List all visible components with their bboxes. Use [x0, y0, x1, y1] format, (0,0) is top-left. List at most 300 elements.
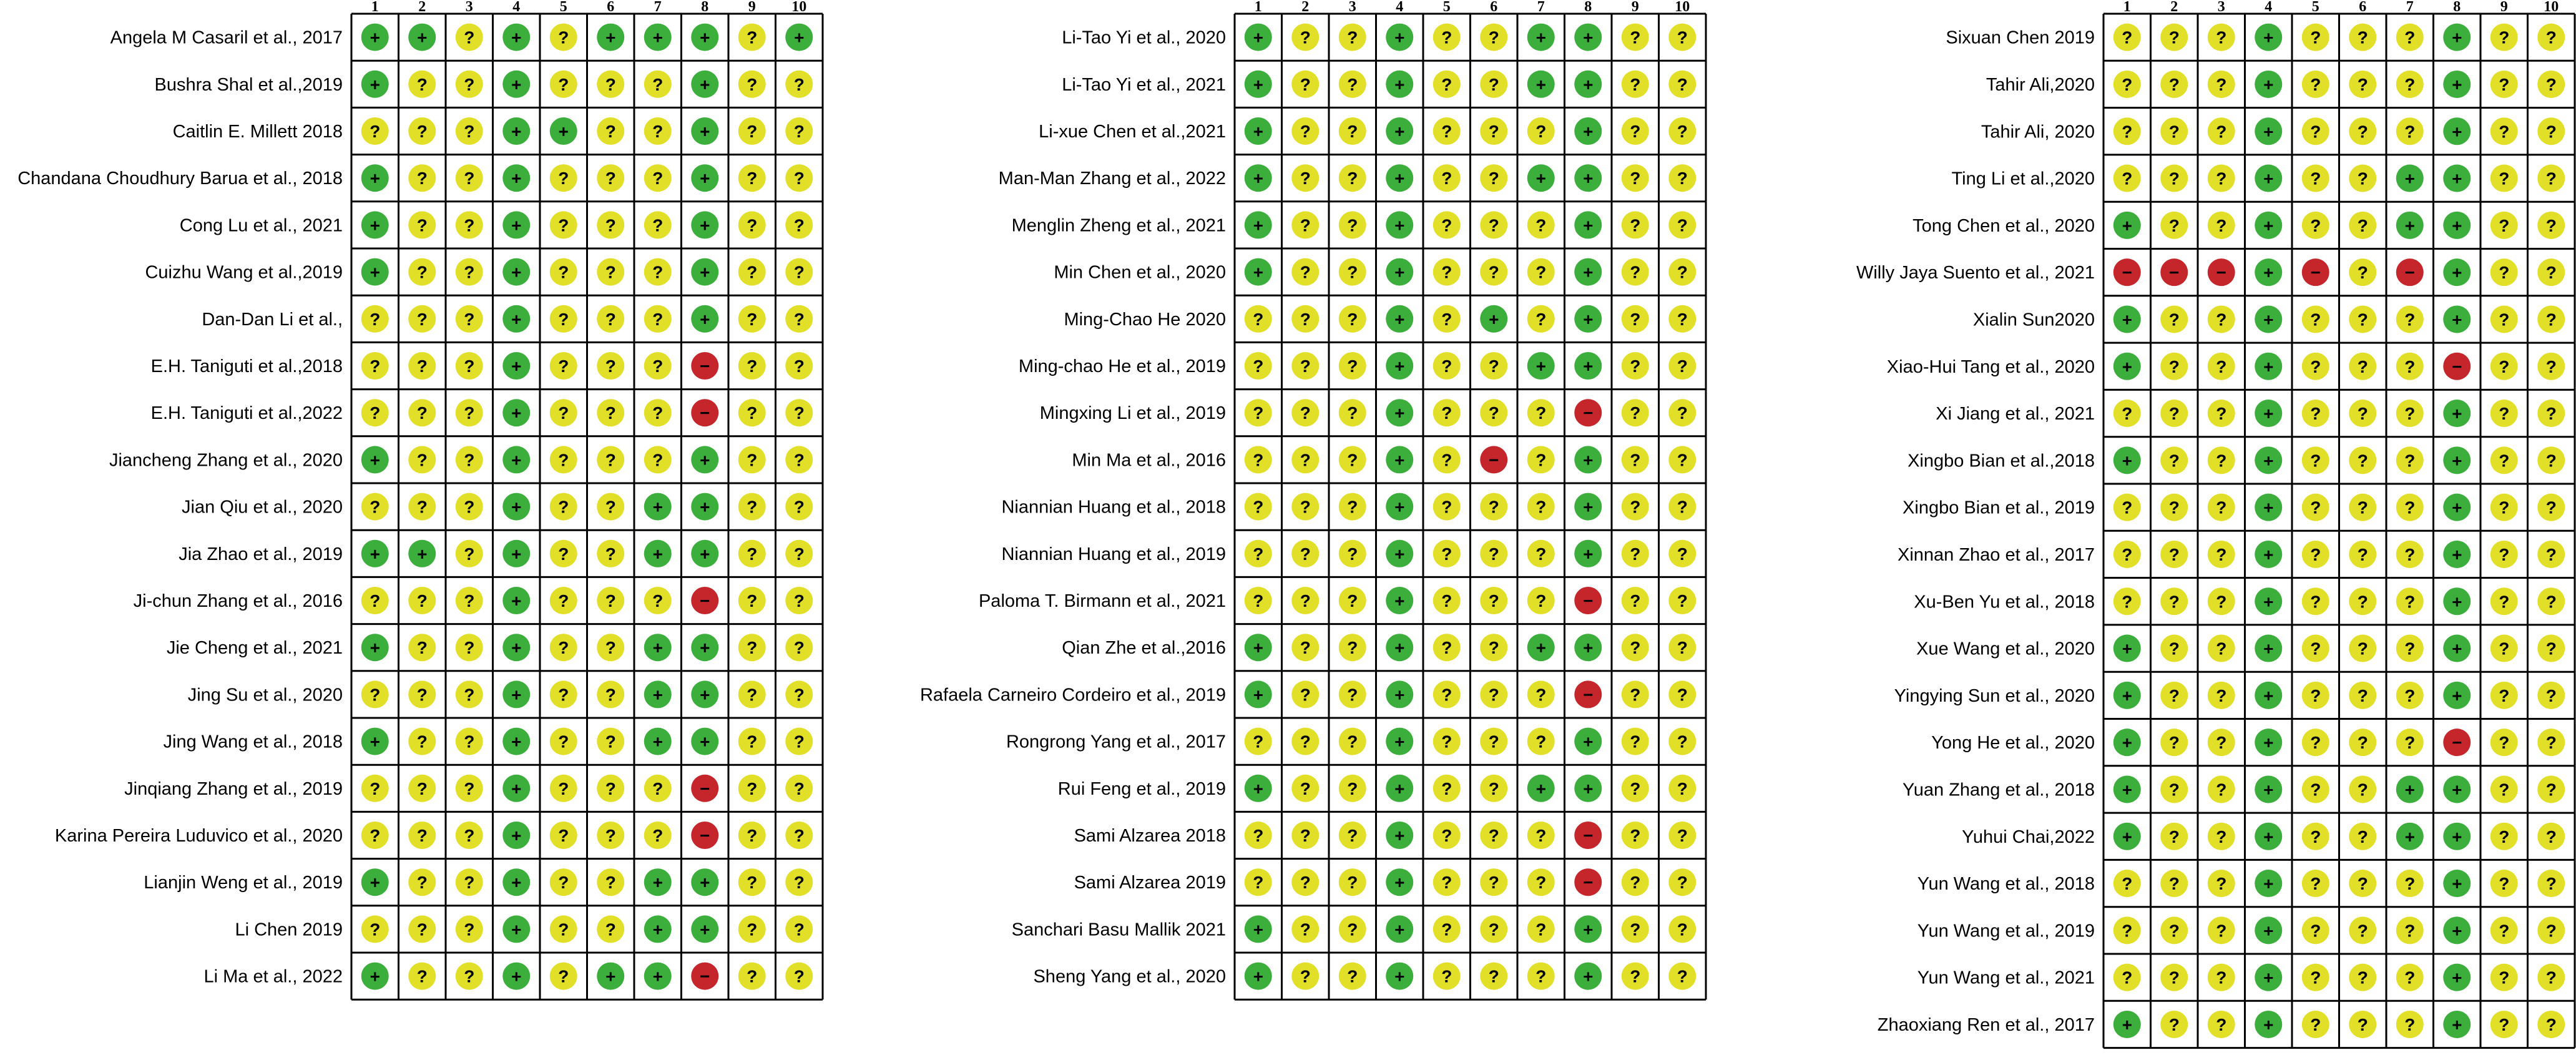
rating-symbol: ?: [605, 122, 616, 141]
rating-symbol: ?: [1441, 262, 1452, 282]
rating-low-icon: [502, 164, 530, 192]
rating-symbol: ?: [2168, 356, 2180, 376]
rating-unclear-icon: [2349, 823, 2376, 850]
rating-symbol: ?: [2168, 592, 2180, 612]
rating-symbol: ?: [1253, 544, 1264, 564]
rating-symbol: +: [2122, 827, 2132, 847]
rating-symbol: +: [2263, 592, 2274, 612]
study-label: Man-Man Zhang et al., 2022: [998, 169, 1226, 189]
rating-symbol: ?: [793, 403, 805, 423]
study-label: Chandana Choudhury Barua et al., 2018: [17, 169, 343, 189]
rating-symbol: ?: [2216, 544, 2227, 564]
rating-unclear-icon: [1668, 587, 1696, 614]
rating-symbol: ?: [2499, 356, 2510, 376]
rating-symbol: +: [2452, 215, 2462, 235]
rating-symbol: ?: [1300, 27, 1311, 47]
rating-unclear-icon: [2349, 165, 2376, 192]
rating-unclear-icon: [408, 71, 436, 98]
rating-unclear-icon: [361, 399, 389, 426]
rating-symbol: +: [1394, 591, 1405, 611]
rating-unclear-icon: [1245, 822, 1272, 849]
rating-symbol: +: [511, 356, 522, 376]
study-label: Niannian Huang et al., 2018: [1001, 497, 1226, 518]
rating-symbol: ?: [2357, 215, 2368, 235]
rating-symbol: ?: [2310, 27, 2321, 47]
rating-unclear-icon: [2537, 400, 2565, 427]
rating-unclear-icon: [1622, 728, 1649, 755]
rating-unclear-icon: [2537, 635, 2565, 662]
rating-unclear-icon: [2302, 541, 2329, 568]
rating-low-icon: [2443, 916, 2471, 944]
rating-symbol: +: [1583, 450, 1594, 470]
rating-unclear-icon: [2160, 24, 2188, 51]
rating-unclear-icon: [1245, 352, 1272, 380]
rating-symbol: −: [700, 778, 710, 798]
rating-symbol: ?: [1300, 309, 1311, 329]
rating-symbol: ?: [2168, 122, 2180, 142]
rating-low-icon: [2255, 400, 2282, 427]
rating-symbol: +: [652, 544, 663, 564]
rating-unclear-icon: [2208, 729, 2235, 756]
rating-unclear-icon: [644, 399, 672, 426]
rating-symbol: +: [652, 685, 663, 705]
rating-symbol: ?: [2122, 27, 2133, 47]
rating-symbol: +: [2263, 733, 2274, 753]
rating-symbol: ?: [652, 356, 664, 376]
rating-unclear-icon: [456, 24, 483, 51]
rating-unclear-icon: [785, 868, 813, 896]
rating-unclear-icon: [2396, 446, 2424, 474]
rating-unclear-icon: [2537, 775, 2565, 803]
rating-symbol: ?: [1535, 826, 1547, 845]
rating-symbol: ?: [605, 638, 616, 658]
rating-low-icon: [644, 493, 672, 521]
rating-symbol: ?: [652, 74, 664, 94]
rating-symbol: ?: [2216, 1014, 2227, 1034]
rating-unclear-icon: [2208, 446, 2235, 474]
rating-unclear-icon: [1668, 634, 1696, 661]
rating-low-icon: [2443, 446, 2471, 474]
rating-unclear-icon: [2302, 353, 2329, 380]
rating-unclear-icon: [550, 915, 577, 943]
column-number: 6: [1490, 0, 1498, 15]
rating-unclear-icon: [597, 446, 624, 473]
rating-symbol: ?: [2216, 451, 2227, 471]
rating-symbol: ?: [1535, 215, 1547, 235]
rating-unclear-icon: [2208, 165, 2235, 192]
rating-low-icon: [361, 446, 389, 473]
rating-low-icon: [408, 540, 436, 567]
rating-unclear-icon: [1339, 868, 1366, 896]
rating-symbol: +: [2263, 1014, 2274, 1034]
rating-unclear-icon: [1480, 540, 1507, 567]
rating-unclear-icon: [456, 680, 483, 708]
rating-symbol: ?: [2216, 827, 2227, 847]
rating-unclear-icon: [597, 915, 624, 943]
rating-unclear-icon: [1339, 258, 1366, 286]
rating-unclear-icon: [1480, 822, 1507, 849]
rating-symbol: +: [1394, 169, 1405, 189]
rating-symbol: +: [605, 27, 616, 47]
rating-symbol: ?: [2357, 1014, 2368, 1034]
rating-symbol: +: [700, 544, 710, 564]
rating-unclear-icon: [2302, 823, 2329, 850]
rating-low-icon: [2443, 1011, 2471, 1038]
rating-high-icon: [691, 963, 718, 990]
rating-symbol: ?: [2545, 874, 2557, 894]
rating-symbol: ?: [416, 966, 428, 986]
rating-unclear-icon: [2160, 682, 2188, 709]
rating-unclear-icon: [1668, 305, 1696, 333]
rating-symbol: ?: [1630, 74, 1641, 94]
rating-symbol: ?: [1347, 826, 1358, 845]
column-number: 3: [2217, 0, 2225, 15]
rating-unclear-icon: [2302, 24, 2329, 51]
rating-low-icon: [2113, 212, 2141, 239]
rating-symbol: ?: [1488, 873, 1499, 893]
rating-low-icon: [1245, 24, 1272, 51]
rating-unclear-icon: [738, 493, 766, 521]
rating-symbol: ?: [2499, 498, 2510, 518]
study-label: Jia Zhao et al., 2019: [179, 544, 343, 564]
rating-symbol: +: [2122, 1014, 2132, 1034]
rating-low-icon: [785, 24, 813, 51]
rating-symbol: ?: [2545, 310, 2557, 330]
rating-low-icon: [1527, 24, 1555, 51]
rating-symbol: ?: [2310, 968, 2321, 988]
rating-symbol: +: [700, 169, 710, 189]
rating-symbol: ?: [1488, 27, 1499, 47]
rating-symbol: ?: [1630, 309, 1641, 329]
rating-unclear-icon: [2302, 212, 2329, 239]
rating-symbol: ?: [2310, 874, 2321, 894]
rating-symbol: ?: [2122, 122, 2133, 142]
rating-symbol: ?: [1441, 27, 1452, 47]
rating-symbol: +: [700, 873, 710, 893]
rating-unclear-icon: [644, 775, 672, 802]
rating-symbol: ?: [1630, 169, 1641, 189]
rating-symbol: ?: [1535, 497, 1547, 517]
rating-symbol: ?: [1441, 450, 1452, 470]
rating-symbol: +: [700, 920, 710, 940]
rating-symbol: ?: [1488, 544, 1499, 564]
rating-symbol: +: [2452, 404, 2462, 424]
rating-high-icon: [691, 352, 718, 380]
rating-symbol: ?: [1488, 920, 1499, 940]
rating-symbol: ?: [1677, 27, 1688, 47]
rating-symbol: ?: [2357, 780, 2368, 800]
rating-unclear-icon: [550, 634, 577, 661]
rating-unclear-icon: [738, 822, 766, 849]
rating-unclear-icon: [2490, 775, 2518, 803]
rating-low-icon: [1245, 915, 1272, 943]
rating-unclear-icon: [2490, 682, 2518, 709]
rating-low-icon: [1245, 680, 1272, 708]
rating-symbol: +: [1583, 732, 1594, 752]
rating-symbol: +: [511, 685, 522, 705]
rating-symbol: ?: [2310, 404, 2321, 424]
rating-unclear-icon: [2490, 729, 2518, 756]
rating-low-icon: [1574, 963, 1602, 990]
rating-unclear-icon: [1527, 305, 1555, 333]
study-label: Jian Qiu et al., 2020: [182, 497, 343, 518]
rating-symbol: ?: [2499, 780, 2510, 800]
study-label: Jinqiang Zhang et al., 2019: [124, 778, 343, 799]
rating-unclear-icon: [2302, 305, 2329, 333]
rating-symbol: +: [2263, 451, 2274, 471]
rating-symbol: +: [1583, 262, 1594, 282]
rating-unclear-icon: [2490, 587, 2518, 615]
rating-symbol: ?: [793, 215, 805, 235]
rating-unclear-icon: [785, 634, 813, 661]
rating-unclear-icon: [2490, 823, 2518, 850]
rating-unclear-icon: [597, 352, 624, 380]
rating-unclear-icon: [1480, 399, 1507, 426]
rating-low-icon: [361, 164, 389, 192]
rating-symbol: ?: [1253, 497, 1264, 517]
rating-symbol: +: [511, 122, 522, 141]
column-number: 5: [2311, 0, 2319, 15]
rating-symbol: ?: [2404, 639, 2416, 659]
rating-symbol: ?: [558, 74, 569, 94]
rating-low-icon: [2255, 635, 2282, 662]
rating-symbol: ?: [1347, 920, 1358, 940]
column-number: 6: [2359, 0, 2367, 15]
rating-unclear-icon: [2537, 870, 2565, 897]
rating-low-icon: [644, 915, 672, 943]
rating-unclear-icon: [2537, 494, 2565, 521]
rating-symbol: +: [370, 450, 380, 470]
rating-symbol: +: [2452, 639, 2462, 659]
rating-high-icon: [1574, 587, 1602, 614]
rating-low-icon: [1480, 305, 1507, 333]
rating-symbol: ?: [416, 403, 428, 423]
rating-low-icon: [2443, 964, 2471, 991]
study-label: Ming-chao He et al., 2019: [1018, 356, 1226, 376]
rating-symbol: ?: [2168, 544, 2180, 564]
rating-high-icon: [691, 587, 718, 614]
rating-symbol: ?: [1441, 638, 1452, 658]
rating-symbol: ?: [1630, 638, 1641, 658]
rating-symbol: −: [1583, 685, 1594, 705]
rating-unclear-icon: [1622, 352, 1649, 380]
rating-unclear-icon: [550, 399, 577, 426]
rating-symbol: ?: [416, 169, 428, 189]
rating-symbol: ?: [1347, 873, 1358, 893]
rating-unclear-icon: [1339, 352, 1366, 380]
rating-unclear-icon: [550, 587, 577, 614]
rating-symbol: ?: [558, 826, 569, 845]
rating-symbol: ?: [1300, 356, 1311, 376]
rating-symbol: +: [1394, 685, 1405, 705]
rating-low-icon: [502, 305, 530, 333]
rating-symbol: ?: [370, 920, 381, 940]
rating-symbol: ?: [416, 356, 428, 376]
rating-unclear-icon: [2160, 729, 2188, 756]
rating-low-icon: [1386, 352, 1413, 380]
rating-symbol: ?: [2404, 74, 2416, 94]
rating-unclear-icon: [738, 164, 766, 192]
rating-symbol: ?: [793, 356, 805, 376]
rating-symbol: ?: [2216, 874, 2227, 894]
rating-unclear-icon: [785, 822, 813, 849]
rating-symbol: +: [370, 638, 380, 658]
rating-symbol: ?: [558, 920, 569, 940]
rating-symbol: ?: [2357, 169, 2368, 189]
rating-symbol: ?: [2404, 27, 2416, 47]
rating-high-icon: [2208, 258, 2235, 286]
rating-low-icon: [1386, 634, 1413, 661]
rating-unclear-icon: [2349, 24, 2376, 51]
rating-unclear-icon: [785, 728, 813, 755]
rating-symbol: ?: [2545, 122, 2557, 142]
rating-symbol: ?: [793, 544, 805, 564]
rating-unclear-icon: [550, 211, 577, 238]
study-label: Zhaoxiang Ren et al., 2017: [1877, 1014, 2095, 1035]
rating-symbol: ?: [793, 262, 805, 282]
rating-symbol: ?: [1488, 262, 1499, 282]
rating-symbol: +: [2263, 874, 2274, 894]
rating-symbol: +: [2452, 544, 2462, 564]
rating-symbol: ?: [747, 732, 758, 752]
rating-symbol: ?: [747, 685, 758, 705]
rating-unclear-icon: [597, 680, 624, 708]
rating-symbol: +: [652, 638, 663, 658]
rating-unclear-icon: [2537, 165, 2565, 192]
column-number: 1: [1254, 0, 1262, 15]
rating-symbol: ?: [2122, 74, 2133, 94]
rating-symbol: ?: [416, 873, 428, 893]
rating-unclear-icon: [2160, 1011, 2188, 1038]
rating-unclear-icon: [1480, 493, 1507, 521]
rating-symbol: ?: [2168, 215, 2180, 235]
rating-symbol: ?: [2404, 498, 2416, 518]
rating-symbol: +: [511, 403, 522, 423]
rating-symbol: ?: [1488, 778, 1499, 798]
study-label: E.H. Taniguti et al.,2018: [150, 356, 343, 376]
rating-symbol: ?: [1300, 591, 1311, 611]
rating-unclear-icon: [738, 352, 766, 380]
rating-low-icon: [1574, 352, 1602, 380]
study-label: Yun Wang et al., 2018: [1917, 874, 2095, 895]
rating-unclear-icon: [1668, 680, 1696, 708]
rating-symbol: −: [1583, 403, 1594, 423]
rating-unclear-icon: [644, 71, 672, 98]
rating-low-icon: [1386, 164, 1413, 192]
rating-symbol: ?: [747, 966, 758, 986]
rating-unclear-icon: [644, 117, 672, 145]
rating-symbol: ?: [416, 826, 428, 845]
rating-unclear-icon: [1668, 446, 1696, 473]
rating-symbol: ?: [793, 966, 805, 986]
rating-symbol: +: [1394, 873, 1405, 893]
study-label: Xi Jiang et al., 2021: [1936, 404, 2095, 424]
rating-symbol: ?: [2499, 733, 2510, 753]
rating-symbol: ?: [1677, 873, 1688, 893]
rating-symbol: +: [1394, 403, 1405, 423]
rating-symbol: ?: [2545, 27, 2557, 47]
rating-unclear-icon: [2537, 446, 2565, 474]
rating-symbol: ?: [1488, 122, 1499, 141]
rating-low-icon: [2113, 682, 2141, 709]
rating-unclear-icon: [2349, 258, 2376, 286]
rating-symbol: ?: [747, 356, 758, 376]
rating-symbol: ?: [747, 215, 758, 235]
rating-symbol: +: [2452, 263, 2462, 283]
rating-low-icon: [644, 728, 672, 755]
rating-low-icon: [2255, 823, 2282, 850]
rating-unclear-icon: [1622, 634, 1649, 661]
rating-symbol: +: [2263, 169, 2274, 189]
rating-symbol: ?: [652, 215, 664, 235]
rating-symbol: +: [511, 262, 522, 282]
rating-symbol: +: [2452, 451, 2462, 471]
rating-unclear-icon: [1339, 822, 1366, 849]
rating-unclear-icon: [1527, 822, 1555, 849]
rating-symbol: +: [1394, 920, 1405, 940]
rating-unclear-icon: [1480, 71, 1507, 98]
study-label: Qian Zhe et al.,2016: [1062, 638, 1226, 659]
rating-symbol: +: [652, 497, 663, 517]
rating-unclear-icon: [1245, 728, 1272, 755]
rating-symbol: +: [1253, 685, 1263, 705]
rating-symbol: ?: [558, 497, 569, 517]
rating-symbol: +: [1394, 638, 1405, 658]
rating-unclear-icon: [1291, 587, 1319, 614]
rating-symbol: ?: [747, 778, 758, 798]
rating-symbol: ?: [558, 544, 569, 564]
rating-unclear-icon: [597, 775, 624, 802]
rating-unclear-icon: [1339, 587, 1366, 614]
rating-low-icon: [361, 540, 389, 567]
rating-symbol: ?: [1347, 778, 1358, 798]
rating-symbol: ?: [1488, 356, 1499, 376]
rating-low-icon: [2255, 916, 2282, 944]
rating-unclear-icon: [1291, 258, 1319, 286]
rating-symbol: +: [2122, 733, 2132, 753]
rating-symbol: ?: [416, 778, 428, 798]
rating-unclear-icon: [2113, 400, 2141, 427]
rating-symbol: ?: [2545, 639, 2557, 659]
rating-low-icon: [1245, 258, 1272, 286]
rating-symbol: ?: [2499, 27, 2510, 47]
rating-unclear-icon: [1339, 680, 1366, 708]
column-number: 8: [1584, 0, 1592, 15]
rating-symbol: ?: [2545, 968, 2557, 988]
rating-high-icon: [2160, 258, 2188, 286]
rating-low-icon: [502, 352, 530, 380]
study-label: Sixuan Chen 2019: [1946, 27, 2095, 48]
rating-unclear-icon: [1668, 352, 1696, 380]
rating-unclear-icon: [1480, 258, 1507, 286]
rating-unclear-icon: [1480, 587, 1507, 614]
rating-unclear-icon: [2396, 870, 2424, 897]
rating-symbol: +: [2452, 874, 2462, 894]
rating-unclear-icon: [2302, 870, 2329, 897]
rating-low-icon: [2443, 494, 2471, 521]
rating-low-icon: [502, 24, 530, 51]
rating-symbol: +: [1394, 544, 1405, 564]
rating-low-icon: [408, 24, 436, 51]
rating-unclear-icon: [2208, 682, 2235, 709]
rating-symbol: ?: [2122, 874, 2133, 894]
rating-unclear-icon: [2396, 400, 2424, 427]
rating-unclear-icon: [1527, 117, 1555, 145]
rating-symbol: ?: [416, 591, 428, 611]
rating-unclear-icon: [2208, 775, 2235, 803]
rating-symbol: ?: [2216, 169, 2227, 189]
rating-symbol: ?: [747, 309, 758, 329]
